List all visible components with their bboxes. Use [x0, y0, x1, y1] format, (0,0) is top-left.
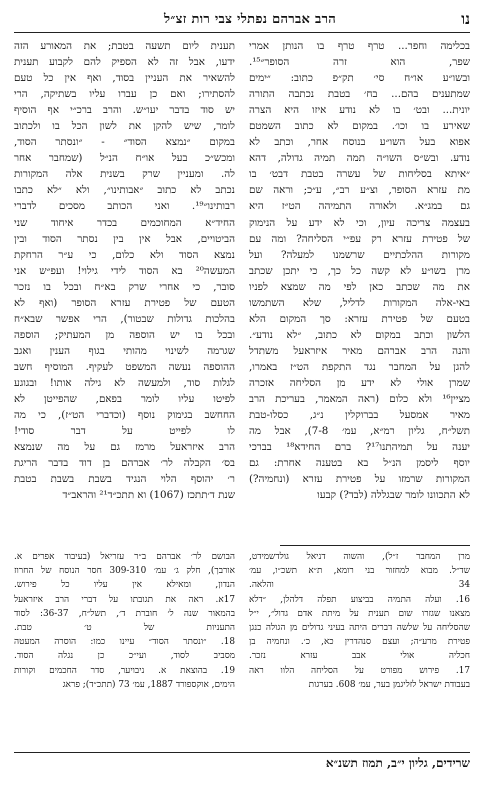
footnote-line: 16. ועלה התמיה בביצוע תפלה דלהלן, ״דלא: [249, 594, 470, 605]
text-line: שמתענים בהם... בח׳ בטבת נכתבה התורה: [249, 88, 470, 101]
text-line: החחשב בגימוק נוסף (וכדברי הט״ז), כי מה: [14, 409, 235, 422]
footnote-separator: [280, 545, 470, 546]
footnote-line: אורבך), חלק ג׳ עמ׳ 309-310 חסר הנוסח של החרוז: [14, 566, 235, 577]
text-line: לומר, שיש להקן את לשון הכל בו ולכתוב: [14, 120, 235, 133]
text-line: החיד״א המחוכמים בכדר איחוד שני: [14, 216, 235, 229]
text-line: ״איתא בסליחות של עשרה בטבת דבט׳ בו: [249, 168, 470, 181]
footnote-line: חכליה אולי אבב עזרא נזכר.: [249, 651, 470, 662]
text-line: שמרן אולי לא ידע מן הסליחה אזכרה: [249, 376, 470, 389]
footnotes-left-column: [14, 550, 235, 740]
text-line: נמצא הסוד ולא כלום, כי ע״ר הרחקת: [14, 248, 235, 261]
text-line: יונית... ובט׳ בו לא נודע איזו היא הצרה: [249, 104, 470, 117]
text-line: אפוא בעל השו״ע בנוסח אחר, וכתב לא: [249, 136, 470, 149]
text-line: נודע. ובש״ס השו״ה תמה תמיה גדולה, דהא: [249, 152, 470, 165]
text-line: מקורות ההלכתיים שרשמנו למעלה? ועל: [249, 248, 470, 261]
text-line: שגרמה לשינוי מהותי בגוף הענין ואגב: [14, 344, 235, 357]
footnote-line: בעבודת ישראל לזליגמן בער, עמ׳ 608. בערגות: [308, 679, 470, 690]
footnote-line: שהסליחה על שלשה דברים היתה בעיני גדולים מן הגולה כנגן: [249, 623, 470, 634]
text-line: שאירע בו וכו׳. במקום לא כתוב השמטם: [249, 120, 470, 133]
footnote-line: 19. בהוצאת א. ניבויער, סדר החכמים וקורות: [14, 665, 235, 676]
journal-footer: שרידים, גליון י״ב, תמוז תשנ״א: [325, 756, 470, 770]
text-line: יוסף ליסמן הנ״ל בא בטענה אחרת: גם: [249, 457, 470, 470]
right-column: [249, 38, 470, 533]
text-line: יענה על תמיהתנו¹⁷? ברם החידא¹⁸ בברכי: [249, 441, 470, 454]
text-line: ידעו, אבל זה לא הספיק להם לקבוע תענית: [14, 56, 235, 69]
text-line: מאיר אמסעל בברוקלין נ״ג, כסלו-טבת: [249, 409, 470, 422]
text-line: תשל״ח, גליון רמ״א, עמ׳ 7-8), אבל מה: [249, 425, 470, 438]
page-number: נו: [461, 9, 470, 28]
text-line: מרן בשו״ע לא קשה כל כך, כי יתכן שכתב: [249, 264, 470, 277]
text-line: בעצמה צריכה עיון, וכי לא ידע על הנימוק: [249, 216, 470, 229]
text-line: את מה שכתב כאן לפי מה שמצא לפניו: [249, 280, 470, 293]
footnote-line: הנדון, ומאילא אין עליו כל פירוש.: [14, 580, 235, 591]
text-line: להגן על המחבר נגד התקפת הט״ז באמרו,: [249, 360, 470, 373]
footnote-line: התעניות של ט׳ טבת.: [14, 623, 235, 634]
text-line: ובכל בו יש הוספה מן המעתיק; הוספה: [14, 328, 235, 341]
text-line: יש סוד בדבר יעו״ש. והרב ברכ״י אף הוסיף: [14, 104, 235, 117]
text-line: גם במג״א. ולאורה התמיהה הט״ז היא: [249, 200, 470, 213]
text-line: בס׳ הקבלה לר׳ אברהם בן דוד בדבר הריגת: [14, 457, 235, 470]
text-line: תענית ליום תשעה בטבת; את המאורע הזה: [14, 40, 235, 52]
text-line: מת עזרא הסופר, וצ״ע רב״, ע״כ; וראה שם: [249, 184, 470, 197]
text-line: סובר, כי אחרי שרק בא״ח ובכל בו נזכר: [14, 280, 235, 293]
text-line: ההוספה נעשה המשפט לעקיף. המוסיף חשב: [14, 360, 235, 373]
text-line: רבותינו״¹⁹. ואני הכותב מסכים לדברי: [14, 200, 235, 213]
page-header: [14, 6, 470, 33]
footnote-line: הבושם לר׳ אברהם ב״ר עזריאל (בעיבוד אפרים א.: [14, 552, 235, 562]
text-line: הטעם של פטירת עזרא הסופר (ואף לא: [14, 296, 235, 309]
text-line: לגלות סוד, ולמעשה לא גילה אותו! ובגוגע: [14, 376, 235, 389]
text-line: המקורות שרמזו על פטירת עזרא (ונחמיה?): [249, 473, 470, 486]
text-line: בטעם של פטירת עזרא: סך המקום הלא: [249, 312, 470, 325]
footnotes-right-column: [249, 550, 470, 740]
text-line: הביטויים, אבל אין בין נסתר הסוד ובין: [14, 232, 235, 245]
text-line: לא התכוונו לומר שבגללה (לבד?) קבעו: [317, 489, 470, 502]
footnote-line: מרן המחבר ז״ל), והשוה דניאל גולדשמידט,: [249, 552, 470, 562]
text-line: והנה הרב אברהם מאיר איזראעל משתדל: [249, 344, 470, 357]
footnote-line: 34 והלאה.: [249, 580, 470, 591]
text-line: להסתירו; ואם כן עברו עליו בשתיקה, הרי: [14, 88, 235, 101]
text-line: לה. ומעניין שרק בשנית אלה המקורות: [14, 168, 235, 181]
text-line: באי-אלה המקורות לדליל, שלא השתמשו: [249, 296, 470, 309]
footnote-line: פטירת מרע״ה; ועצם סנהדרין כא, כ׳. ונחמיה בן: [249, 637, 470, 648]
text-line: בהלכות גדולות שבטור), הרי אפשר שבא״ח: [14, 312, 235, 325]
footer-separator: [14, 752, 470, 753]
running-title: הרב אברהם נפתלי צבי רות זצ״ל: [164, 12, 337, 27]
text-line: נכתב לא כתוב ״אבותינו״, ולא ״לא כתבו: [14, 184, 235, 197]
text-line: במקום ״נמצא הסוד״ - ״ונסתר הסוד,: [14, 136, 235, 149]
footnote-line: מצאנו שגזרו שום תענית על מיתת אדם גדול״, י״ל: [249, 608, 470, 619]
footnote-line: 17. פירוש מפורט על הסליחה הלוו ראה: [249, 665, 470, 676]
footnote-line: 18. ״ונסתר הסוד״ עיינו כמו: הוסרה המעטה: [14, 637, 235, 648]
footnote-line: בהמאור שנה ל׳ חוברת ד׳, תשל״ח, 36-37: לסוד: [14, 608, 235, 619]
text-line: מציין¹⁶ ולא כלום (ראה המאמר, בעריכת הרב: [249, 393, 470, 406]
footnote-line: 17א. ראה את תגובתו על דברי הרב איזראעל: [14, 594, 235, 605]
text-line: ומכש״כ בעל או״ח הנ״ל (שמחבר אחר: [14, 152, 235, 165]
text-line: הרב איזראעל מרמז גם על מה שנמצא: [14, 441, 235, 454]
text-line: לפיטו עליו לומר בפאם, שהפייטן לא: [14, 393, 235, 406]
body-columns: [14, 38, 470, 533]
footnote-line: שד״ל. מבוא למחזור בני רומא, ת״א תשכ״ו, עמ׳: [249, 566, 470, 577]
footnote-line: הימים, אוקספורד 1887, עמ׳ 73 (תתכ״ד); פראג: [62, 679, 235, 690]
text-line: להשאיר את העניין בסוד, ואף אין כל טעם: [14, 72, 235, 85]
text-line: שנת ד׳תתכז (1067) וא תתכ״ד²¹ והראב״ד: [62, 489, 235, 502]
text-line: שפר, הוא זרה הסופר״¹⁵.: [249, 56, 470, 69]
text-line: של פטירת עזרא רק עפ״י הסליחה? ומה עם: [249, 232, 470, 245]
text-line: ובשו״ע או״ח סי׳ תק״פ כתוב: ״ימים: [249, 72, 470, 85]
text-line: ר׳ יהוסף הלוי הנגיד בשבת בשבת בטבת: [14, 473, 235, 486]
text-line: לו לפייט על דבר סודי!: [14, 425, 235, 438]
footnotes: [14, 550, 470, 740]
footnote-line: מסביב לסוד, ועי״כ כן נגלה הסוד.: [14, 651, 235, 662]
text-line: המעשה²⁰ בא הסוד לידי גילוי! ועפ״ש אני: [14, 264, 235, 277]
text-line: הלשון וכתב במקום לא כתוב, ״לא נודע״.: [249, 328, 470, 341]
left-column: [14, 38, 235, 533]
text-line: בכלימה וחפר... טרף טרף בו הנותן אמרי: [249, 40, 470, 52]
